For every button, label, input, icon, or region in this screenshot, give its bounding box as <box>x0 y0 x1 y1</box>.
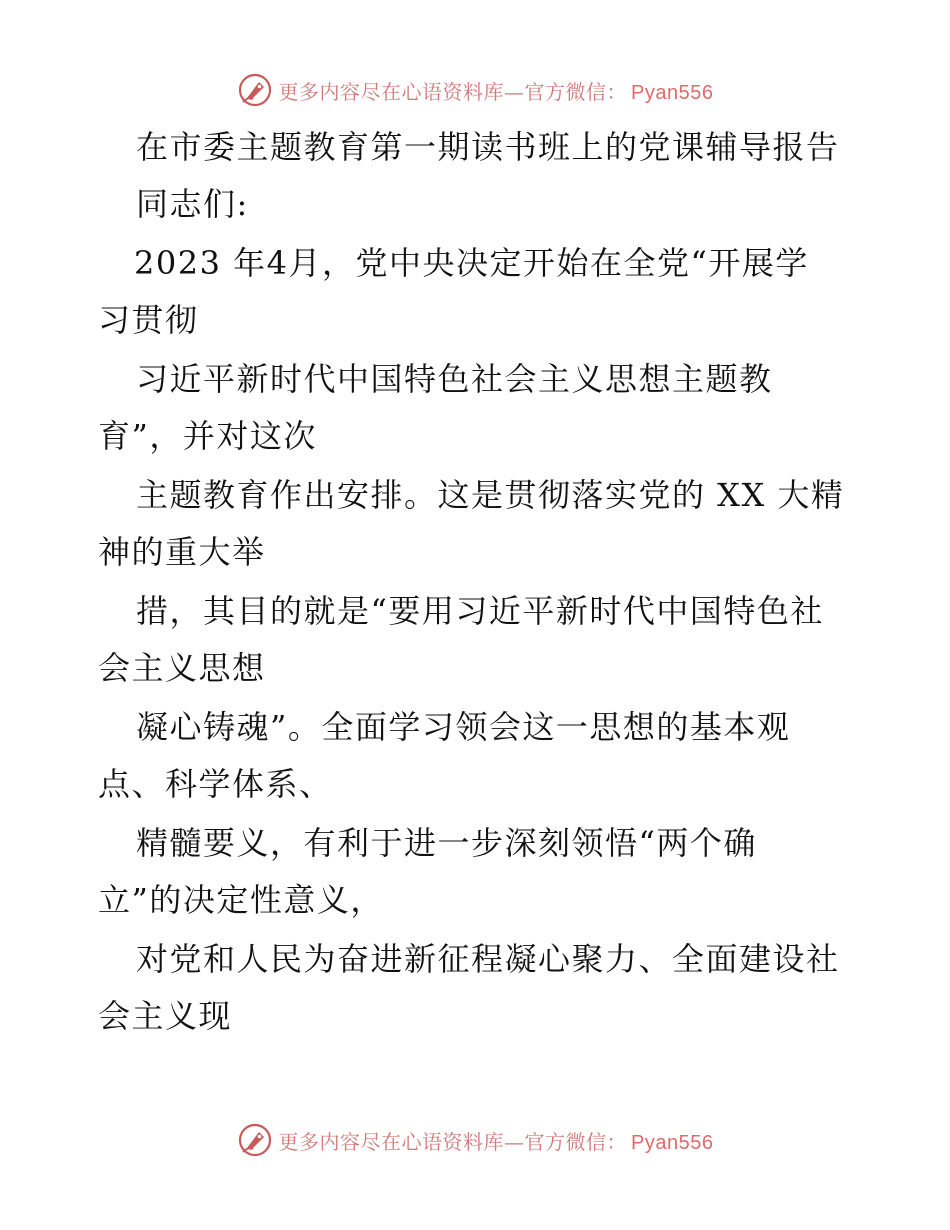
paragraph-line: 神的重大举 <box>98 533 266 571</box>
paragraph-line: 措，其目的就是“要用习近平新时代中国特色社 <box>136 592 824 630</box>
paragraph-line: 育”，并对这次 <box>98 417 317 455</box>
pen-nib-circle-icon <box>237 1122 273 1158</box>
paragraph-line: 主题教育作出安排。这是贯彻落实党的 XX 大精 <box>136 476 845 514</box>
paragraph-line: 2023 年4月，党中央决定开始在全党“开展学 <box>134 244 809 282</box>
watermark-text: 更多内容尽在心语资料库—官方微信： Pyan556 <box>278 79 714 104</box>
paragraph-line: 习贯彻 <box>98 301 199 339</box>
paragraph-line: 立”的决定性意义， <box>98 881 384 919</box>
paragraph-line: 习近平新时代中国特色社会主义思想主题教 <box>136 360 773 398</box>
watermark-text: 更多内容尽在心语资料库—官方微信： Pyan556 <box>278 1129 714 1154</box>
paragraph-line: 点、科学体系、 <box>98 765 333 803</box>
paragraph-line: 会主义现 <box>98 997 233 1035</box>
header-watermark <box>0 70 950 110</box>
paragraph-line: 精髓要义，有利于进一步深刻领悟“两个确 <box>136 824 757 862</box>
salutation: 同志们: <box>136 185 249 223</box>
paragraph-line: 会主义思想 <box>98 649 266 687</box>
paragraph-line: 对党和人民为奋进新征程凝心聚力、全面建设社 <box>136 940 840 978</box>
footer-watermark <box>0 1120 950 1160</box>
pen-nib-circle-icon <box>237 72 273 108</box>
document-title: 在市委主题教育第一期读书班上的党课辅导报告 <box>136 128 840 166</box>
paragraph-line: 凝心铸魂”。全面学习领会这一思想的基本观 <box>136 708 791 746</box>
